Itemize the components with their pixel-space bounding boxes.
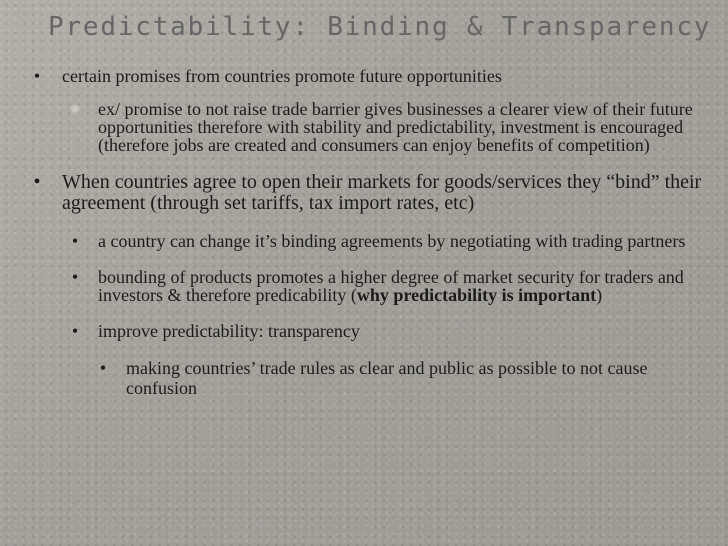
bullet-item-certain-promises (28, 66, 708, 86)
slide-content (28, 66, 708, 412)
bullet-item-change-agreements (66, 232, 708, 250)
bullet-text (98, 268, 708, 304)
bullet-text-emphasis: why predictability is important (356, 285, 597, 305)
bullet-dot-icon: • (71, 321, 79, 341)
bullet-dot-icon: • (99, 358, 107, 378)
bullet-item-market-security (66, 268, 708, 304)
bullet-star-icon: ✹ (69, 103, 81, 118)
bullet-dot-icon: • (33, 66, 41, 86)
bullet-item-clear-rules (94, 358, 708, 398)
bullet-text-before-emphasis: bounding of products promotes a higher degree of market security for traders and investors & therefore predicability ( (98, 267, 684, 305)
bullet-item-promise-example (66, 100, 708, 154)
bullet-dot-icon: • (33, 171, 41, 193)
bullet-dot-icon: • (71, 231, 79, 251)
bullet-text: a country can change it’s binding agreements by negotiating with trading partners (98, 231, 686, 251)
bullet-text: making countries’ trade rules as clear and public as possible to not cause confusion (126, 358, 648, 398)
bullet-item-bind-agreement (28, 172, 708, 214)
slide-title: Predictability: Binding & Transparency (48, 12, 712, 42)
bullet-text: ex/ promise to not raise trade barrier gives businesses a clearer view of their future opportunities therefore with stability and predictability, investment is encouraged (therefore jobs are created and consumers can enjoy benefits of competition) (98, 99, 693, 155)
bullet-dot-icon: • (71, 267, 79, 287)
bullet-text: improve predictability: transparency (98, 321, 360, 341)
bullet-text: certain promises from countries promote future opportunities (62, 66, 502, 86)
bullet-item-transparency (66, 322, 708, 340)
bullet-text-after-emphasis: ) (596, 285, 603, 305)
bullet-text: When countries agree to open their markets for goods/services they “bind” their agreement (through set tariffs, tax import rates, etc) (62, 171, 702, 214)
